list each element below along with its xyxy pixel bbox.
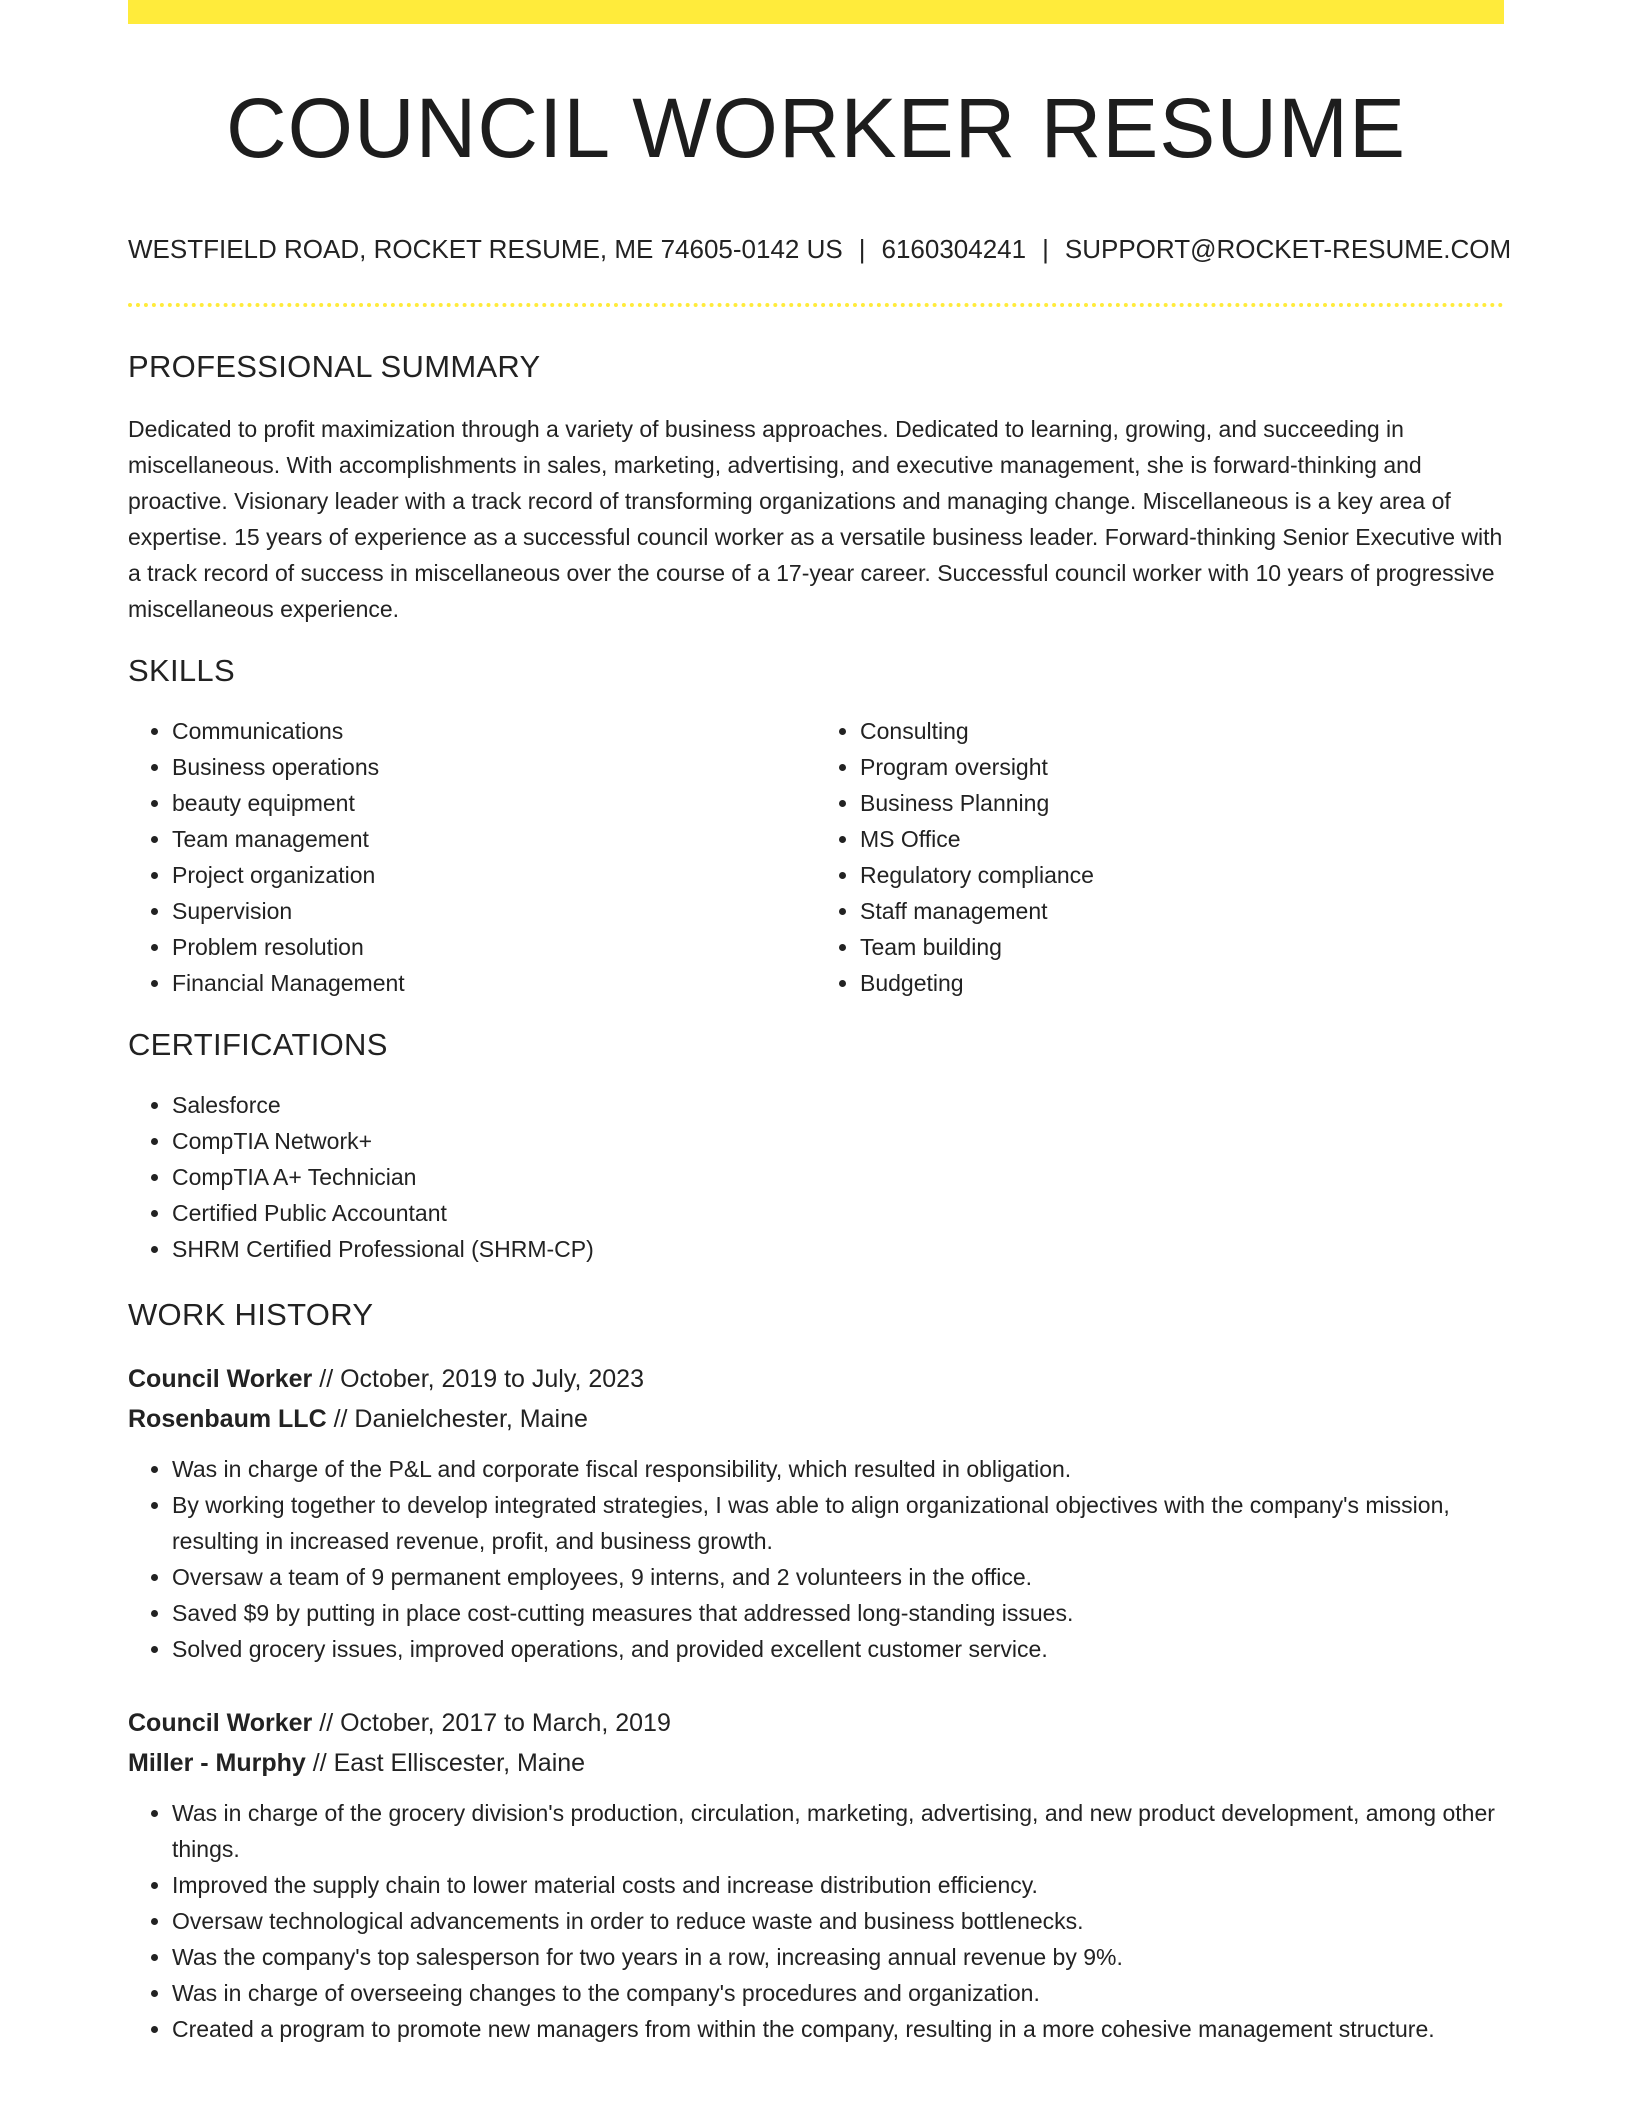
job-company: Miller - Murphy bbox=[128, 1749, 306, 1778]
contact-separator: | bbox=[858, 234, 866, 265]
job-bullet: • Created a program to promote new managers from within the company, resulting in a more cohesive management structure. bbox=[172, 2011, 1504, 2047]
resume-title: COUNCIL WORKER RESUME bbox=[226, 81, 1406, 175]
summary-section bbox=[128, 349, 1504, 627]
skill-item: • Business operations bbox=[172, 749, 816, 785]
certification-item: • CompTIA Network+ bbox=[172, 1123, 1504, 1159]
skill-item: • MS Office bbox=[860, 821, 1504, 857]
certifications-list bbox=[128, 1087, 1504, 1267]
skill-item: • Financial Management bbox=[172, 965, 816, 1001]
job-bullet: • Was the company's top salesperson for two years in a row, increasing annual revenue by 9%. bbox=[172, 1939, 1504, 1975]
certifications-section bbox=[128, 1027, 1504, 1267]
work-history-section bbox=[128, 1297, 1504, 2047]
job-company: Rosenbaum LLC bbox=[128, 1405, 327, 1434]
job-bullet: • Improved the supply chain to lower material costs and increase distribution efficiency. bbox=[172, 1867, 1504, 1903]
certification-item: • CompTIA A+ Technician bbox=[172, 1159, 1504, 1195]
skill-item: • Regulatory compliance bbox=[860, 857, 1504, 893]
job-dates: // October, 2017 to March, 2019 bbox=[319, 1709, 671, 1738]
job-bullet: • Saved $9 by putting in place cost-cutting measures that addressed long-standing issues. bbox=[172, 1595, 1504, 1631]
certification-item: • Certified Public Accountant bbox=[172, 1195, 1504, 1231]
skills-list-right bbox=[816, 713, 1504, 1001]
job-bullets bbox=[128, 1451, 1504, 1667]
skill-item: • Project organization bbox=[172, 857, 816, 893]
job-entry bbox=[128, 1359, 1504, 1667]
job-title: Council Worker bbox=[128, 1365, 313, 1394]
skill-item: • Program oversight bbox=[860, 749, 1504, 785]
contact-separator: | bbox=[1042, 234, 1049, 265]
summary-text: Dedicated to profit maximization through a variety of business approaches. Dedicated to learning, growing, and succeeding in miscellaneous. With accomplishments in sales, marketing, advertising, and executive management, she is forward-thinking and proactive. Visionary leader with a track record of transforming organizations and managing change. Miscellaneous is a key area of expertise. 15 years of experience as a successful council worker as a versatile business leader. Forward-thinking Senior Executive with a track record of success in miscellaneous over the course of a 17-year career. Successful council worker with 10 years of progressive miscellaneous experience. bbox=[128, 416, 1503, 623]
skill-item: • Team building bbox=[860, 929, 1504, 965]
job-bullet: • Solved grocery issues, improved operations, and provided excellent customer service. bbox=[172, 1631, 1504, 1667]
job-bullet: • Oversaw a team of 9 permanent employees, 9 interns, and 2 volunteers in the office. bbox=[172, 1559, 1504, 1595]
job-title-line bbox=[128, 1703, 1504, 1743]
certification-item: • Salesforce bbox=[172, 1087, 1504, 1123]
contact-phone: 6160304241 bbox=[881, 234, 1027, 265]
job-title-line bbox=[128, 1359, 1504, 1399]
job-title: Council Worker bbox=[128, 1709, 313, 1738]
skill-item: • Consulting bbox=[860, 713, 1504, 749]
skills-columns bbox=[128, 713, 1504, 1001]
job-bullet: • Was in charge of the P&L and corporate fiscal responsibility, which resulted in obligation. bbox=[172, 1451, 1504, 1487]
contact-email: SUPPORT@ROCKET-RESUME.COM bbox=[1064, 234, 1512, 265]
job-bullets bbox=[128, 1795, 1504, 2047]
skill-item: • Communications bbox=[172, 713, 816, 749]
skills-list-left bbox=[128, 713, 816, 1001]
certifications-heading: CERTIFICATIONS bbox=[128, 1027, 388, 1063]
job-company-line bbox=[128, 1399, 1504, 1439]
job-bullet: • Was in charge of the grocery division's production, circulation, marketing, advertising, and new product development, among other things. bbox=[172, 1795, 1504, 1867]
contact-line bbox=[128, 234, 1512, 265]
job-location: // East Elliscester, Maine bbox=[312, 1749, 586, 1778]
skill-item: • Team management bbox=[172, 821, 816, 857]
dotted-divider bbox=[128, 303, 1504, 307]
job-company-line bbox=[128, 1743, 1504, 1783]
skill-item: • Staff management bbox=[860, 893, 1504, 929]
job-bullet: • Was in charge of overseeing changes to the company's procedures and organization. bbox=[172, 1975, 1504, 2011]
job-bullet: • By working together to develop integrated strategies, I was able to align organizational objectives with the company's mission, resulting in increased revenue, profit, and business growth. bbox=[172, 1487, 1504, 1559]
contact-address: WESTFIELD ROAD, ROCKET RESUME, ME 74605-0142 US bbox=[128, 234, 843, 265]
certification-item: • SHRM Certified Professional (SHRM-CP) bbox=[172, 1231, 1504, 1267]
top-accent-bar bbox=[128, 0, 1504, 24]
job-location: // Danielchester, Maine bbox=[333, 1405, 588, 1434]
work-history-heading: WORK HISTORY bbox=[128, 1297, 374, 1333]
skills-section bbox=[128, 653, 1504, 1001]
skill-item: • Problem resolution bbox=[172, 929, 816, 965]
job-dates: // October, 2019 to July, 2023 bbox=[319, 1365, 644, 1394]
skill-item: • beauty equipment bbox=[172, 785, 816, 821]
skill-item: • Business Planning bbox=[860, 785, 1504, 821]
resume-page bbox=[128, 0, 1512, 2047]
skills-heading: SKILLS bbox=[128, 653, 235, 689]
summary-heading: PROFESSIONAL SUMMARY bbox=[128, 349, 541, 385]
job-list bbox=[128, 1359, 1504, 2047]
skill-item: • Budgeting bbox=[860, 965, 1504, 1001]
job-entry bbox=[128, 1703, 1504, 2047]
job-bullet: • Oversaw technological advancements in order to reduce waste and business bottlenecks. bbox=[172, 1903, 1504, 1939]
skill-item: • Supervision bbox=[172, 893, 816, 929]
